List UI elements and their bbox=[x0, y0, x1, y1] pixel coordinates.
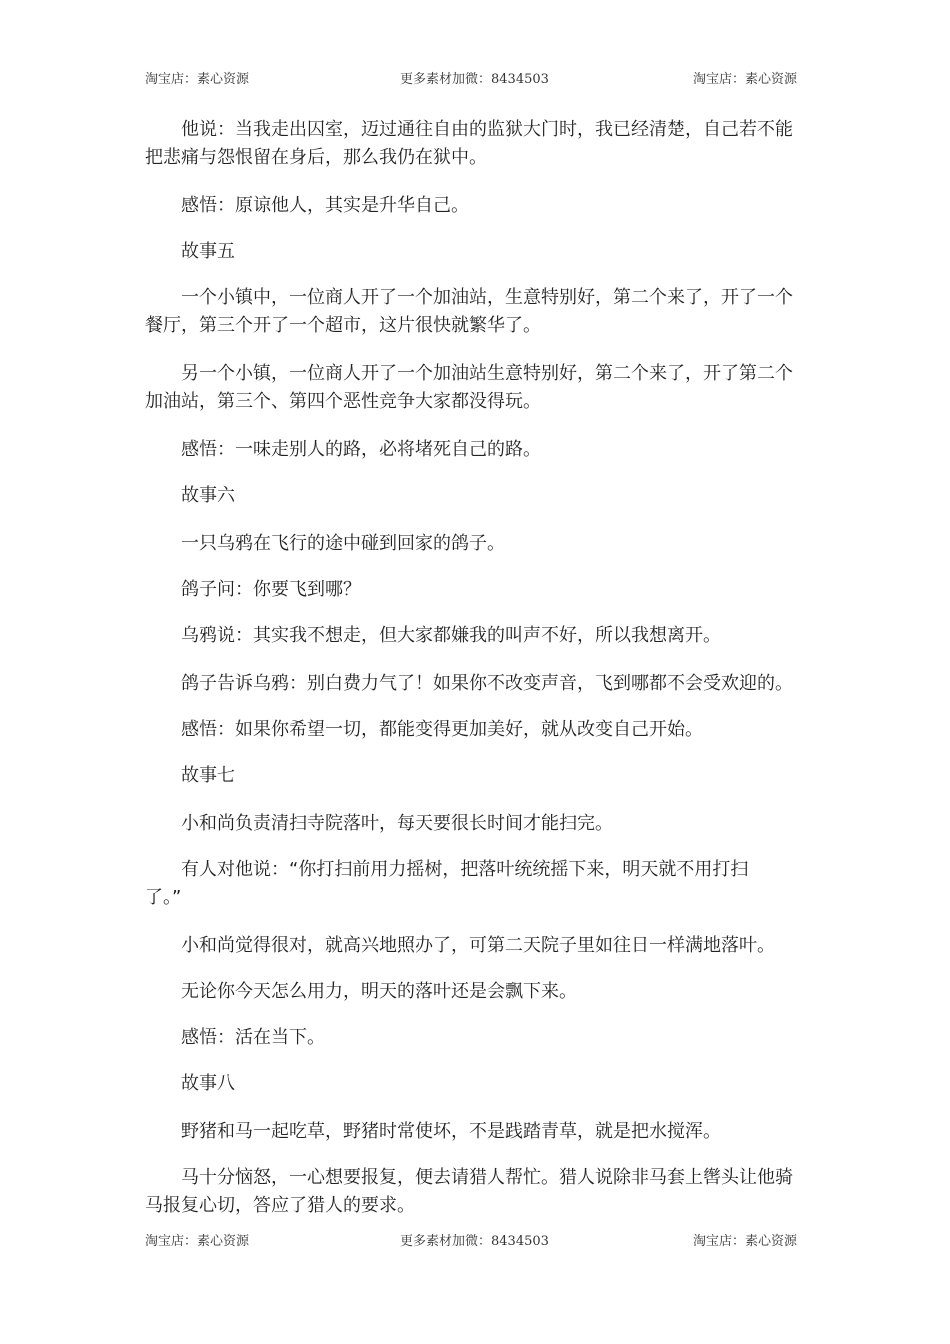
paragraph bbox=[145, 978, 810, 1006]
paragraph bbox=[145, 856, 810, 912]
paragraph bbox=[145, 810, 810, 838]
paragraph-line: 有人对他说：“你打扫前用力摇树，把落叶统统摇下来，明天就不用打扫 bbox=[181, 859, 749, 880]
section-heading bbox=[145, 1070, 810, 1098]
paragraph-line: 故事八 bbox=[181, 1073, 235, 1094]
paragraph-line: 小和尚负责清扫寺院落叶，每天要很长时间才能扫完。 bbox=[181, 813, 613, 834]
paragraph-line: 鸽子问：你要飞到哪？ bbox=[181, 579, 361, 600]
page-footer bbox=[0, 1230, 950, 1254]
paragraph-line: 感悟：活在当下。 bbox=[181, 1027, 325, 1048]
paragraph-line: 故事六 bbox=[181, 485, 235, 506]
header-left-text: 淘宝店：素心资源 bbox=[145, 72, 250, 87]
paragraph-line: 感悟：如果你希望一切，都能变得更加美好，就从改变自己开始。 bbox=[181, 719, 703, 740]
paragraph-line: 餐厅，第三个开了一个超市，这片很快就繁华了。 bbox=[145, 315, 541, 336]
paragraph bbox=[145, 116, 810, 172]
paragraph-line: 马报复心切，答应了猎人的要求。 bbox=[145, 1195, 415, 1216]
paragraph-line: 小和尚觉得很对，就高兴地照办了，可第二天院子里如往日一样满地落叶。 bbox=[181, 935, 775, 956]
paragraph-line: 另一个小镇，一位商人开了一个加油站生意特别好，第二个来了，开了第二个 bbox=[181, 363, 793, 384]
footer-left-text: 淘宝店：素心资源 bbox=[145, 1234, 250, 1249]
paragraph-line: 一个小镇中，一位商人开了一个加油站，生意特别好，第二个来了，开了一个 bbox=[181, 287, 793, 308]
paragraph-line: 了。” bbox=[145, 887, 182, 908]
paragraph-line: 感悟：原谅他人，其实是升华自己。 bbox=[181, 195, 469, 216]
paragraph bbox=[145, 932, 810, 960]
paragraph bbox=[145, 192, 810, 220]
paragraph bbox=[145, 436, 810, 464]
page-header bbox=[0, 68, 950, 92]
paragraph bbox=[145, 670, 810, 698]
section-heading bbox=[145, 238, 810, 266]
section-heading bbox=[145, 762, 810, 790]
footer-center-text: 更多素材加微：8434503 bbox=[400, 1234, 549, 1249]
paragraph-line: 把悲痛与怨恨留在身后，那么我仍在狱中。 bbox=[145, 147, 487, 168]
paragraph-line: 故事七 bbox=[181, 765, 235, 786]
paragraph-line: 无论你今天怎么用力，明天的落叶还是会飘下来。 bbox=[181, 981, 577, 1002]
paragraph-line: 他说：当我走出囚室，迈过通往自由的监狱大门时，我已经清楚，自己若不能 bbox=[181, 119, 793, 140]
paragraph bbox=[145, 1118, 810, 1146]
paragraph bbox=[145, 284, 810, 340]
header-center-text: 更多素材加微：8434503 bbox=[400, 72, 549, 87]
section-heading bbox=[145, 482, 810, 510]
paragraph bbox=[145, 530, 810, 558]
paragraph-line: 一只乌鸦在飞行的途中碰到回家的鸽子。 bbox=[181, 533, 505, 554]
paragraph-line: 感悟：一味走别人的路，必将堵死自己的路。 bbox=[181, 439, 541, 460]
paragraph-line: 加油站，第三个、第四个恶性竞争大家都没得玩。 bbox=[145, 391, 541, 412]
paragraph bbox=[145, 1024, 810, 1052]
paragraph-line: 野猪和马一起吃草，野猪时常使坏，不是践踏青草，就是把水搅浑。 bbox=[181, 1121, 721, 1142]
paragraph bbox=[145, 716, 810, 744]
paragraph-line: 乌鸦说：其实我不想走，但大家都嫌我的叫声不好，所以我想离开。 bbox=[181, 625, 721, 646]
paragraph bbox=[145, 576, 810, 604]
footer-right-text: 淘宝店：素心资源 bbox=[693, 1234, 798, 1249]
paragraph bbox=[145, 622, 810, 650]
header-right-text: 淘宝店：素心资源 bbox=[693, 72, 798, 87]
paragraph bbox=[145, 360, 810, 416]
paragraph-line: 马十分恼怒，一心想要报复，便去请猎人帮忙。猎人说除非马套上辔头让他骑 bbox=[181, 1167, 793, 1188]
paragraph-line: 故事五 bbox=[181, 241, 235, 262]
paragraph-line: 鸽子告诉乌鸦：别白费力气了！如果你不改变声音，飞到哪都不会受欢迎的。 bbox=[181, 673, 793, 694]
paragraph bbox=[145, 1164, 810, 1220]
